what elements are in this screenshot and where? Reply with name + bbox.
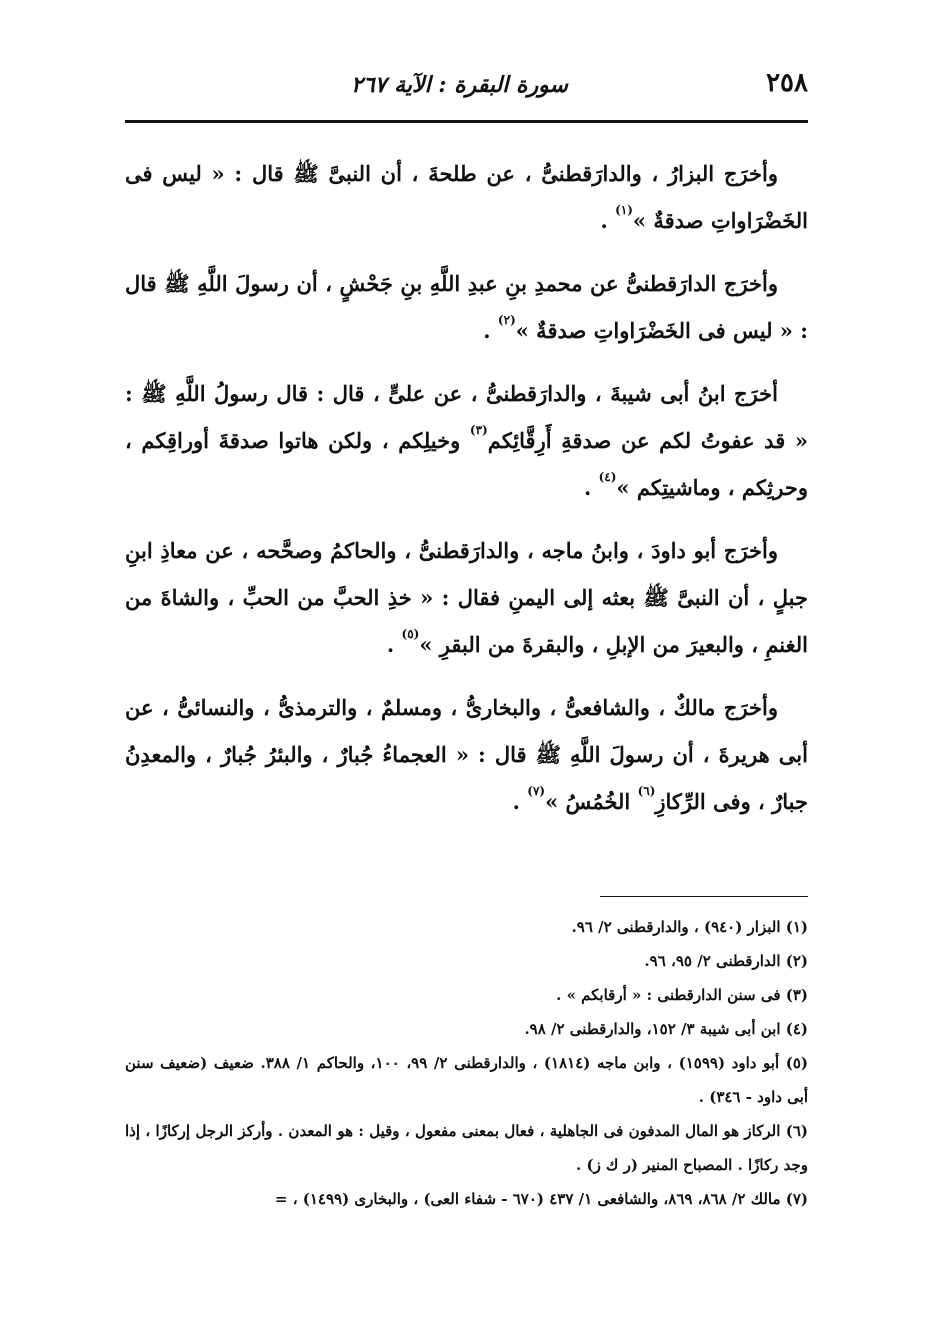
paragraph-text: أخرَج ابنُ أبى شيبةَ ، والدارَقطنىُّ ، عن علىٍّ ، قال : قال رسولُ اللَّهِ ﷺ : « قد عفوتُ لكم عن صدقةِ أَرِقَّائِكم: [125, 381, 809, 453]
paragraph: [125, 370, 808, 511]
page-header: [125, 62, 808, 112]
paragraph-end: .: [483, 318, 498, 343]
footnote: (٦) الركاز هو المال المدفون فى الجاهلية ، فعال بمعنى مفعول ، وقيل : هو المعدن . وأركز الرجل إركازًا ، إذا وجد ركازًا . المصباح المنير (ر ك ز) .: [125, 1122, 808, 1174]
page-number: ٢٥٨: [766, 68, 808, 98]
paragraph-text: وأخرَج مالكٌ ، والشافعىُّ ، والبخارىُّ ، ومسلمٌ ، والترمذىُّ ، والنسائىُّ ، عن أبى هريرةَ ، أن رسولَ اللَّهِ ﷺ قال : « العجماءُ جُبارٌ ، والبئرُ جُبارٌ ، والمعدِنُ جبارٌ ، وفى الرِّكازِ: [125, 695, 808, 814]
paragraph-end: .: [583, 475, 599, 500]
footnote-mark: (٤): [598, 470, 617, 484]
paragraph-text: وأخرَج الدارَقطنىُّ عن محمدِ بنِ عبدِ اللَّهِ بنِ جَحْشٍ ، أن رسولَ اللَّهِ ﷺ قال : « ليس فى الخَضْرَاواتِ صدقةٌ »: [125, 271, 808, 343]
running-title: سورة البقرة : الآية ٢٦٧: [351, 72, 568, 98]
footnote-mark: (٣): [469, 423, 488, 437]
footnote-mark: (١): [615, 203, 633, 217]
footnote: (١) البزار (٩٤٠) ، والدارقطنى ٢/ ٩٦.: [571, 918, 808, 936]
footnote-mark: (٧): [527, 784, 546, 798]
paragraph-end: .: [600, 208, 616, 233]
paragraph: [125, 150, 808, 244]
main-text: [125, 150, 808, 841]
footnote: (٧) مالك ٢/ ٨٦٨، ٨٦٩، والشافعى ١/ ٤٣٧ (٦٧٠ - شفاء العى) ، والبخارى (١٤٩٩) ، =: [274, 1190, 808, 1208]
paragraph: [125, 260, 808, 354]
paragraph-text-continued: الخُمُسُ »: [545, 789, 638, 814]
footnote-mark: (٥): [401, 627, 420, 641]
paragraph: [125, 684, 808, 825]
footnote: (٥) أبو داود (١٥٩٩) ، وابن ماجه (١٨١٤) ، والدارقطنى ٢/ ٩٩، ١٠٠، والحاكم ١/ ٣٨٨. ضعيف (ضعيف سنن أبى داود - ٣٤٦) .: [125, 1054, 809, 1106]
footnote-rule: [600, 896, 808, 897]
paragraph: [125, 527, 808, 668]
footnote: (٣) فى سنن الدارقطنى : « أرقابكم » .: [556, 986, 808, 1004]
paragraph-text: وأخرَج أبو داودَ ، وابنُ ماجه ، والدارَقطنىُّ ، والحاكمُ وصحَّحه ، عن معاذِ ابنِ جبلٍ ، أن النبىَّ ﷺ بعثه إلى اليمنِ فقال : « خذِ الحبَّ من الحبِّ ، والشاةَ من الغنمِ ، والبعيرَ من الإبلِ ، والبقرةَ من البقرِ »: [125, 538, 808, 657]
footnote: (٢) الدارقطنى ٢/ ٩٥، ٩٦.: [644, 952, 808, 970]
header-rule: [125, 120, 808, 123]
footnote-mark: (٢): [497, 313, 516, 327]
paragraph-text: وأخرَج البزارُ ، والدارَقطنىُّ ، عن طلحةَ ، أن النبىَّ ﷺ قال : « ليس فى الخَضْرَاواتِ صدقةٌ »: [125, 161, 808, 233]
paragraph-end: .: [386, 632, 402, 657]
paragraph-text-continued: وخيلِكم ، ولكن هاتوا صدقةَ أوراقِكم ، وحرثِكم ، وماشيتِكم »: [125, 428, 808, 500]
footnote-mark: (٦): [637, 784, 656, 798]
footnote: (٤) ابن أبى شيبة ٣/ ١٥٢، والدارقطنى ٢/ ٩٨.: [524, 1020, 808, 1038]
footnotes: [125, 910, 808, 1216]
paragraph-end: .: [512, 789, 528, 814]
